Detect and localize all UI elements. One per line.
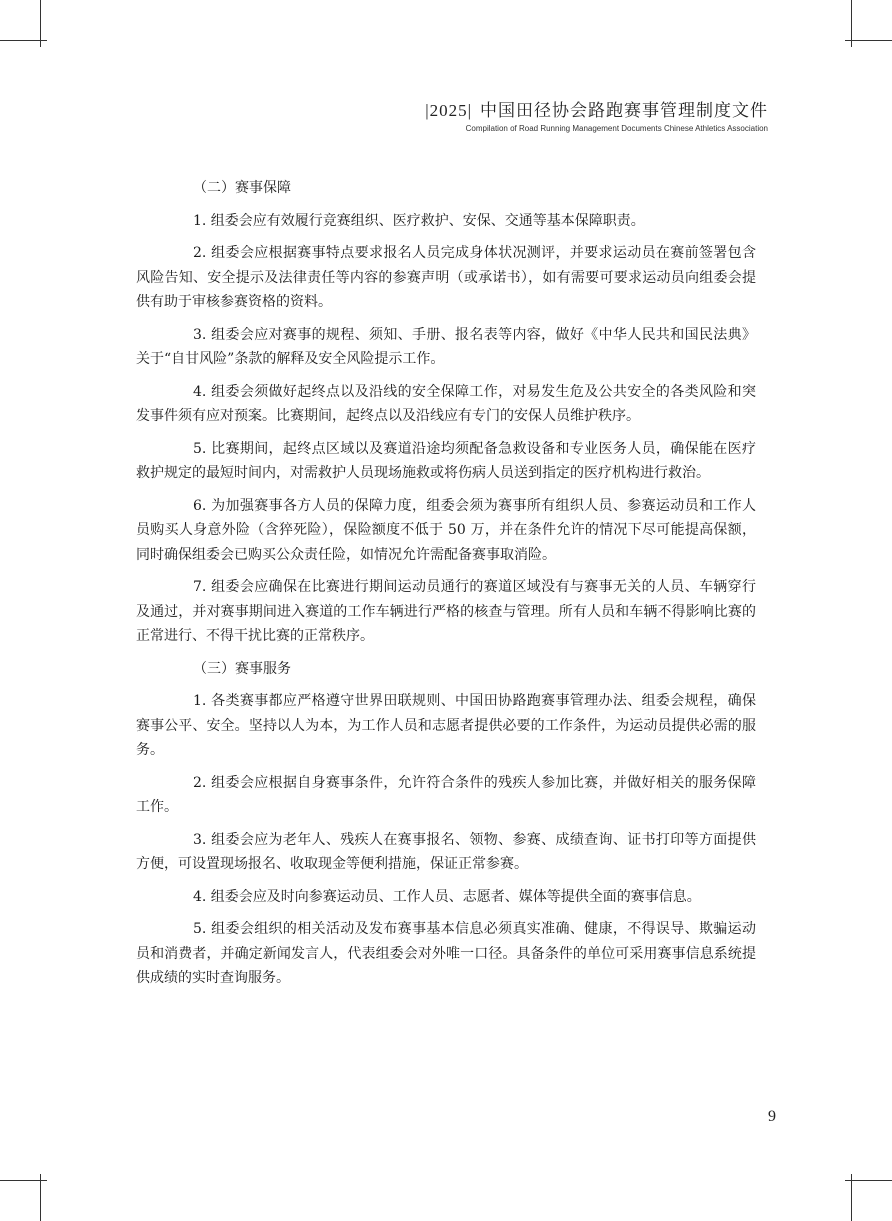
header-year: |2025| bbox=[425, 101, 472, 120]
section-event-services bbox=[136, 657, 756, 991]
header-subtitle: Compilation of Road Running Management Documents Chinese Athletics Association bbox=[465, 124, 768, 133]
paragraph: 2. 组委会应根据自身赛事条件，允许符合条件的残疾人参加比赛，并做好相关的服务保障工作。 bbox=[136, 774, 756, 815]
paragraph: 5. 比赛期间，起终点区域以及赛道沿途均须配备急救设备和专业医务人员，确保能在医疗救护规定的最短时间内，对需救护人员现场施救或将伤病人员送到指定的医疗机构进行救治。 bbox=[136, 440, 756, 481]
header-title: 中国田径协会路跑赛事管理制度文件 bbox=[480, 101, 768, 121]
document-body bbox=[136, 176, 756, 999]
running-header bbox=[425, 100, 768, 133]
section-event-safeguards bbox=[136, 176, 756, 649]
page-number: 9 bbox=[768, 1108, 776, 1125]
paragraph: 4. 组委会应及时向参赛运动员、工作人员、志愿者、媒体等提供全面的赛事信息。 bbox=[193, 888, 701, 905]
paragraph: 7. 组委会应确保在比赛进行期间运动员通行的赛道区域没有与赛事无关的人员、车辆穿行及通过，并对赛事期间进入赛道的工作车辆进行严格的核查与管理。所有人员和车辆不得影响比赛的正常进行、不得干扰比赛的正常秩序。 bbox=[136, 579, 756, 644]
paragraph: 3. 组委会应为老年人、残疾人在赛事报名、领物、参赛、成绩查询、证书打印等方面提供方便，可设置现场报名、收取现金等便利措施，保证正常参赛。 bbox=[136, 831, 756, 872]
section-heading: （二）赛事保障 bbox=[193, 180, 291, 196]
paragraph: 5. 组委会组织的相关活动及发布赛事基本信息必须真实准确、健康，不得误导、欺骗运动员和消费者，并确定新闻发言人，代表组委会对外唯一口径。具备条件的单位可采用赛事信息系统提供成绩的实时查询服务。 bbox=[136, 921, 756, 986]
paragraph: 1. 组委会应有效履行竞赛组织、医疗救护、安保、交通等基本保障职责。 bbox=[193, 212, 645, 229]
section-heading: （三）赛事服务 bbox=[193, 660, 291, 677]
header-title-line bbox=[425, 100, 768, 122]
paragraph: 3. 组委会应对赛事的规程、须知、手册、报名表等内容，做好《中华人民共和国民法典》关于“自甘风险”条款的解释及安全风险提示工作。 bbox=[136, 326, 756, 367]
paragraph: 6. 为加强赛事各方人员的保障力度，组委会须为赛事所有组织人员、参赛运动员和工作人员购买人身意外险（含猝死险），保险额度不低于 50 万，并在条件允许的情况下尽可能提高保额，同时确保组委会已购买公众责任险，如情况允许需配备赛事取消险。 bbox=[136, 497, 756, 563]
paragraph: 1. 各类赛事都应严格遵守世界田联规则、中国田协路跑赛事管理办法、组委会规程，确保赛事公平、安全。坚持以人为本，为工作人员和志愿者提供必要的工作条件，为运动员提供必需的服务。 bbox=[136, 693, 756, 758]
paragraph: 4. 组委会须做好起终点以及沿线的安全保障工作，对易发生危及公共安全的各类风险和突发事件须有应对预案。比赛期间，起终点以及沿线应有专门的安保人员维护秩序。 bbox=[136, 383, 756, 424]
paragraph: 2. 组委会应根据赛事特点要求报名人员完成身体状况测评，并要求运动员在赛前签署包含风险告知、安全提示及法律责任等内容的参赛声明（或承诺书），如有需要可要求运动员向组委会提供有助于审核参赛资格的资料。 bbox=[136, 245, 756, 310]
